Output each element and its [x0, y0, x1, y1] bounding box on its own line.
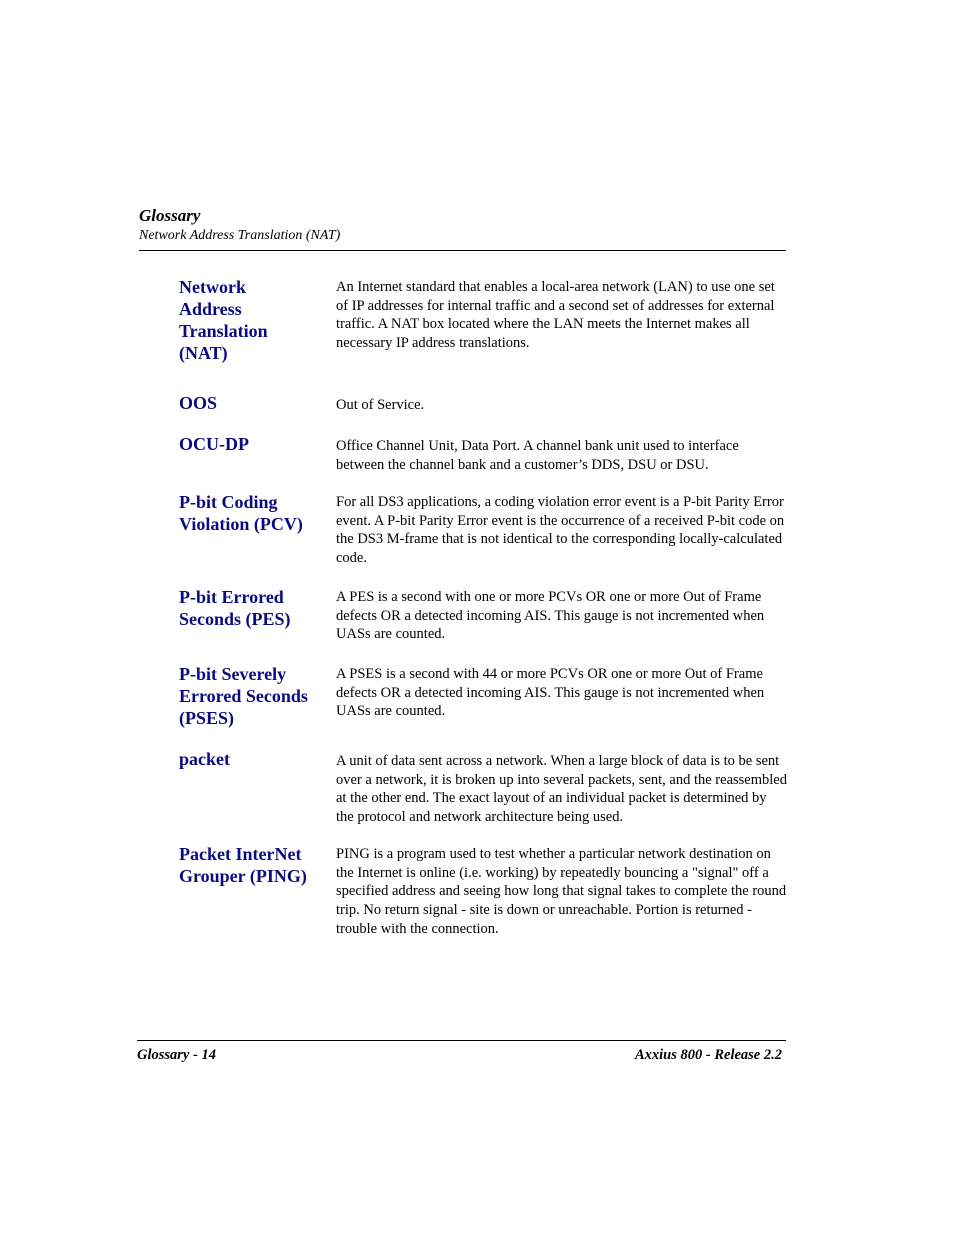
glossary-entry-pses [179, 663, 787, 748]
glossary-term: Packet InterNet Grouper (PING) [179, 844, 307, 886]
footer-page-number: Glossary - 14 [137, 1047, 216, 1063]
glossary-entry-pes [179, 586, 787, 663]
glossary-entry-ping [179, 843, 787, 939]
glossary-definition: For all DS3 applications, a coding violation error event is a P-bit Parity Error event. A P-bit Parity Error event is the occurrence of a received P-bit code on the DS3 M-frame that is not identical to the corresponding locally-calculated code. [336, 494, 785, 567]
header-title: Glossary [139, 206, 201, 225]
page-header [139, 205, 786, 251]
glossary-entry-oos [179, 392, 787, 433]
glossary-term: OOS [179, 393, 218, 413]
glossary-definition: A unit of data sent across a network. When a large block of data is to be sent over a network, it is broken up into several packets, sent, and the reassembled at the other end. The exact layout of an individual packet is determined by the protocol and network architecture being used. [336, 753, 787, 826]
glossary-entry-nat [179, 276, 787, 392]
glossary-term: Network Address Translation (NAT) [179, 277, 268, 363]
glossary-entries [179, 276, 787, 939]
glossary-definition: A PES is a second with one or more PCVs OR one or more Out of Frame defects OR a detected incoming AIS. This gauge is not incremented when UASs are counted. [336, 589, 765, 643]
glossary-definition: Out of Service. [336, 397, 425, 413]
header-subtitle: Network Address Translation (NAT) [139, 228, 341, 243]
glossary-term: P-bit Coding Violation (PCV) [179, 492, 303, 534]
glossary-term: OCU-DP [179, 434, 249, 454]
glossary-entry-ocu-dp [179, 433, 787, 491]
glossary-definition: Office Channel Unit, Data Port. A channel bank unit used to interface between the channel bank and a customer’s DDS, DSU or DSU. [336, 438, 739, 473]
glossary-term: P-bit Errored Seconds (PES) [179, 587, 291, 629]
glossary-term: P-bit Severely Errored Seconds (PSES) [179, 664, 308, 728]
glossary-entry-packet [179, 748, 787, 843]
glossary-entry-pcv [179, 491, 787, 586]
glossary-definition: PING is a program used to test whether a particular network destination on the Internet is online (i.e. working) by repeatedly bouncing a "signal" off a specified address and seeing how long that signal takes to complete the round trip. No return signal - site is down or unreachable. Portion is returned - trouble with the connection. [336, 846, 787, 937]
page-footer [137, 1040, 786, 1065]
glossary-definition: An Internet standard that enables a local-area network (LAN) to use one set of IP addresses for internal traffic and a second set of addresses for external traffic. A NAT box located where the LAN meets the Internet makes all necessary IP address translations. [336, 279, 775, 352]
glossary-definition: A PSES is a second with 44 or more PCVs OR one or more Out of Frame defects OR a detected incoming AIS. This gauge is not incremented when UASs are counted. [336, 666, 765, 720]
glossary-term: packet [179, 749, 230, 769]
footer-product-release: Axxius 800 - Release 2.2 [634, 1047, 782, 1063]
